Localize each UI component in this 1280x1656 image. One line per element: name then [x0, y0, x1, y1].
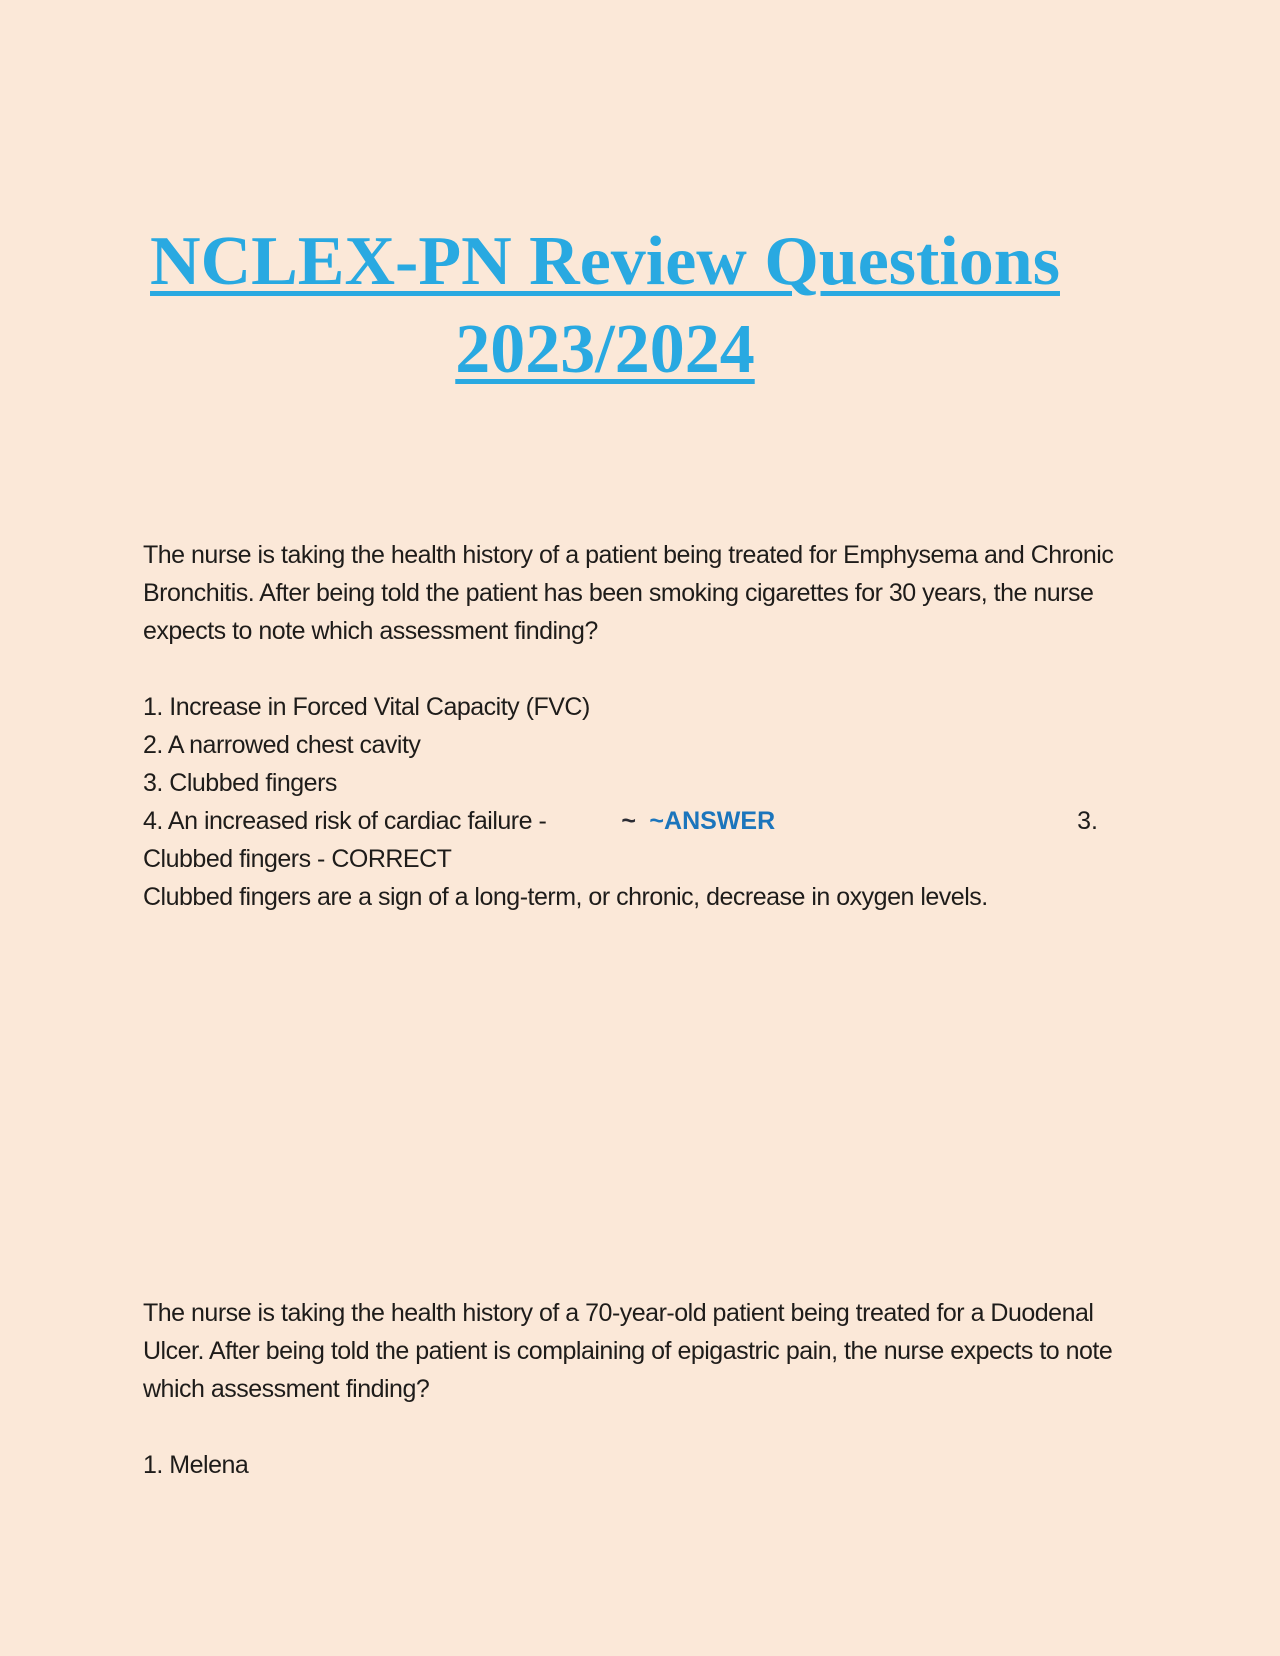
question-2-option-1: 1. Melena [143, 1451, 249, 1479]
document-title-line2: 2023/2024 [455, 311, 755, 388]
question-1-option-2: 2. A narrowed chest cavity [143, 731, 421, 759]
question-1-block [143, 536, 1143, 916]
question-1-option-4: 4. An increased risk of cardiac failure - [143, 807, 547, 835]
answer-number: 3. [1077, 807, 1098, 835]
question-1-prompt: The nurse is taking the health history of a patient being treated for Emphysema and Chronic Bronchitis. After being told the patient has been smoking cigarettes for 30 years, the nurse expects to note which assessment finding? [143, 541, 1114, 645]
document-title-line1: NCLEX-PN Review Questions [150, 223, 1060, 300]
spacer [143, 650, 1143, 688]
document-title [0, 218, 1210, 394]
question-1-answer-line [143, 802, 1143, 840]
answer-tilde: ~ [621, 807, 636, 835]
spacer [143, 1408, 1143, 1446]
question-2-prompt: The nurse is taking the health history of a 70-year-old patient being treated for a Duodenal Ulcer. After being told the patient is complaining of epigastric pain, the nurse expects to note which assessment finding? [143, 1299, 1113, 1403]
question-2-block [143, 1294, 1143, 1484]
answer-marker: ~ANSWER [649, 807, 776, 835]
question-1-option-3: 3. Clubbed fingers [143, 769, 337, 797]
question-1-correct-answer: Clubbed fingers - CORRECT [143, 845, 452, 873]
question-1-option-1: 1. Increase in Forced Vital Capacity (FVC) [143, 693, 590, 721]
question-1-explanation: Clubbed fingers are a sign of a long-term, or chronic, decrease in oxygen levels. [143, 883, 988, 911]
